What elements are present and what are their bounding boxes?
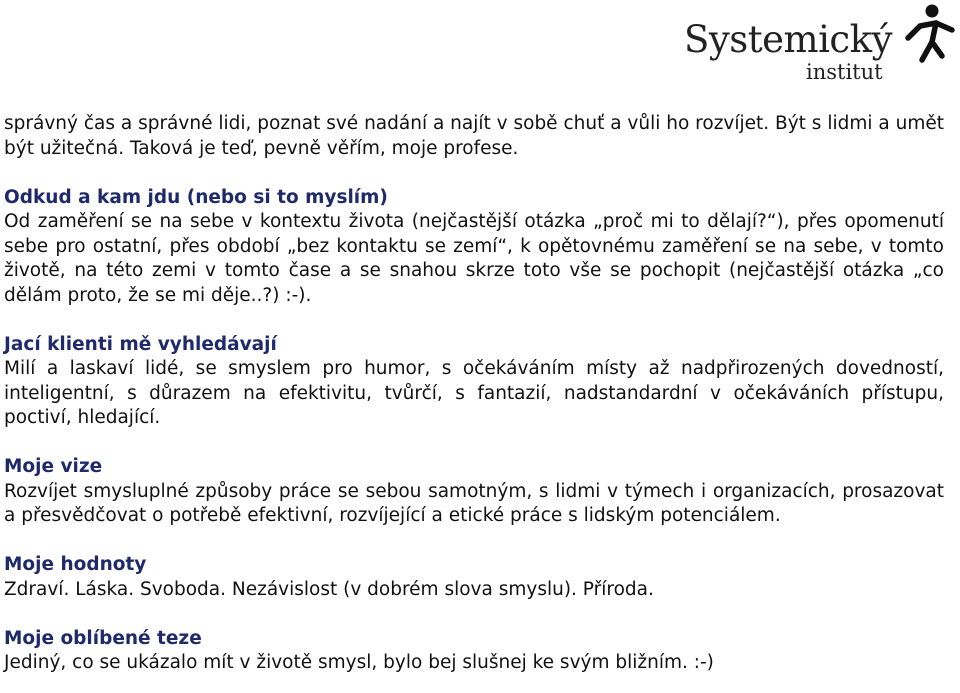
logo-name: Systemický	[684, 18, 892, 61]
section-theses	[4, 627, 944, 676]
section-heading: Moje oblíbené teze	[4, 627, 202, 649]
section-heading: Moje vize	[4, 456, 103, 477]
document-body	[4, 112, 944, 676]
section-body: Rozvíjet smysluplné způsoby práce se sebou samotným, s lidmi v týmech i organizacích, prosazovat a přesvědčovat o potřebě efektivní, rozvíjející a etické práce s lidským potenciálem.	[4, 480, 944, 526]
section-body: Jediný, co se ukázalo mít v životě smysl, bylo bej slušnej ke svým bližním. :-)	[4, 652, 714, 673]
section-heading: Odkud a kam jdu (nebo si to myslím)	[4, 186, 388, 208]
intro-paragraph: správný čas a správné lidi, poznat své nadání a najít v sobě chuť a vůli ho rozvíjet. Být s lidmi a umět být užitečná. Taková je teď, pevně věřím, moje profese.	[4, 113, 944, 159]
section-values	[4, 553, 944, 602]
logo-subtitle: institut	[806, 60, 883, 84]
section-direction	[4, 186, 944, 309]
logo-figure-icon	[884, 4, 956, 64]
section-heading: Jací klienti mě vyhledávají	[4, 333, 277, 355]
section-body: Zdraví. Láska. Svoboda. Nezávislost (v dobrém slova smyslu). Příroda.	[4, 578, 654, 600]
section-body: Milí a laskaví lidé, se smyslem pro humor, s očekáváním místy až nadpřirozených dovedností, inteligentní, s důrazem na efektivitu, tvůrčí, s fantazií, nadstandardní v očekáváních přístupu, poctiví, hledající.	[4, 358, 944, 428]
section-heading: Moje hodnoty	[4, 554, 147, 575]
section-clients	[4, 333, 944, 431]
systemicky-institut-logo	[684, 4, 956, 86]
section-vision	[4, 455, 944, 529]
section-body: Od zaměření se na sebe v kontextu života (nejčastější otázka „proč mi to dělají?“), přes opomenutí sebe pro ostatní, přes období „bez kontaktu se zemí“, k opětovnému zaměření se na sebe, v tomto životě, na této zemi v tomto čase a se snahou skrze toto vše se pochopit (nejčastější otázka „co dělám proto, že se mi děje..?) :-).	[4, 211, 944, 306]
